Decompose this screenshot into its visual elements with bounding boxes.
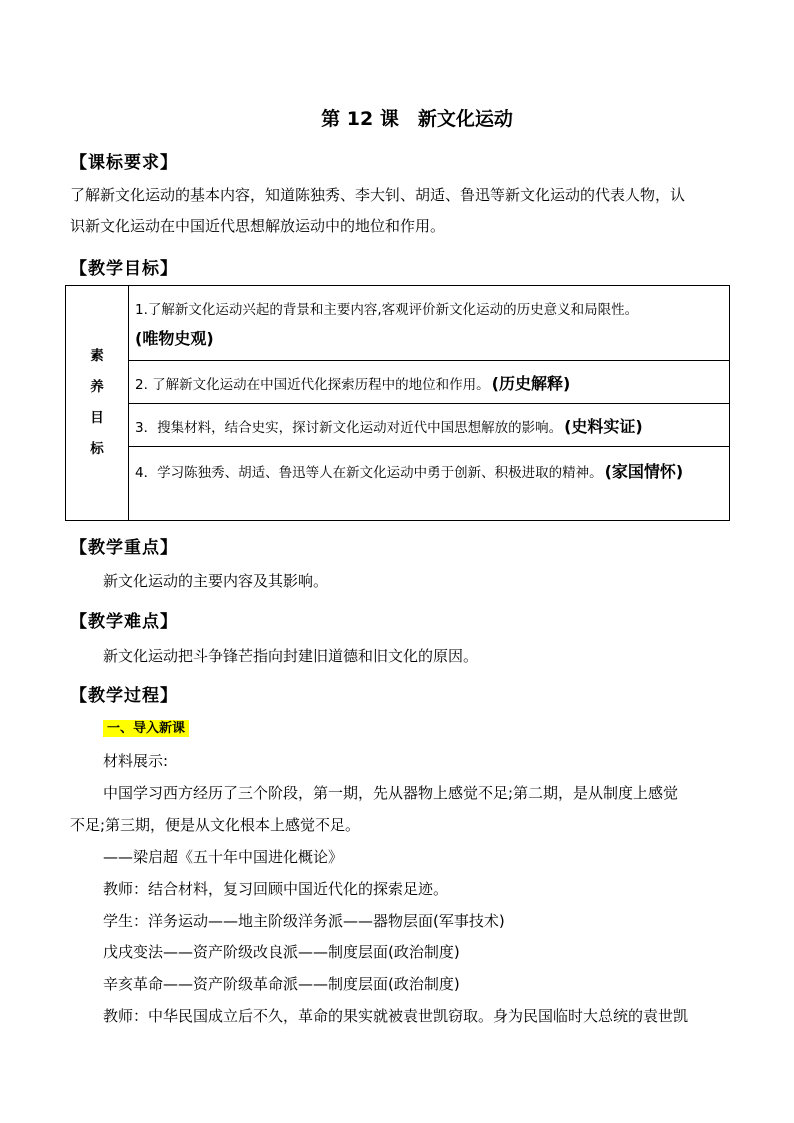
objective-cell-1 — [129, 286, 730, 361]
key-points-text: 新文化运动的主要内容及其影响。 — [103, 572, 329, 590]
label-char: 标 — [90, 441, 104, 457]
intro-label — [103, 717, 189, 736]
teacher-line-1: 教师：结合材料，复习回顾中国近代化的探索足迹。 — [103, 880, 449, 898]
label-char: 目 — [90, 410, 104, 426]
objective-text: 3．搜集材料，结合史实，探讨新文化运动对近代中国思想解放的影响。 — [135, 419, 563, 436]
label-char: 养 — [90, 379, 104, 395]
student-line: 学生：洋务运动——地主阶级洋务派——器物层面(军事技术) — [103, 912, 505, 930]
objectives-row-3 — [66, 404, 730, 447]
objective-text: 2. 了解新文化运动在中国近代化探索历程中的地位和作用。 — [135, 376, 490, 393]
teacher-line-2: 教师：中华民国成立后不久，革命的果实就被袁世凯窃取。身为民国临时大总统的袁世凯 — [103, 1007, 689, 1025]
literacy-tag: (家国情怀) — [604, 462, 684, 481]
literacy-tag: (历史解释) — [491, 373, 571, 393]
objective-text: 4．学习陈独秀、胡适、鲁迅等人在新文化运动中勇于创新、积极进取的精神。 — [135, 465, 603, 481]
objective-cell-4 — [129, 447, 730, 521]
difficulties-text: 新文化运动把斗争锋芒指向封建旧道德和旧文化的原因。 — [103, 647, 479, 665]
material-label: 材料展示: — [103, 752, 169, 770]
reform-line: 戊戌变法——资产阶级改良派——制度层面(政治制度) — [103, 943, 460, 961]
difficulties-heading: 【教学难点】 — [70, 612, 178, 632]
curriculum-text-line-1: 了解新文化运动的基本内容，知道陈独秀、李大钊、胡适、鲁迅等新文化运动的代表人物，认 — [70, 186, 686, 204]
literacy-tag: (史料实证) — [564, 416, 643, 436]
objectives-row-2 — [66, 361, 730, 404]
objectives-row-4 — [66, 447, 730, 521]
curriculum-heading: 【课标要求】 — [70, 153, 178, 173]
literacy-goals-label — [66, 286, 129, 521]
label-char: 素 — [90, 348, 104, 364]
process-heading: 【教学过程】 — [70, 686, 178, 706]
objectives-heading: 【教学目标】 — [70, 259, 178, 279]
objectives-table — [65, 285, 730, 521]
curriculum-text-line-2: 识新文化运动在中国近代思想解放运动中的地位和作用。 — [70, 217, 446, 235]
quote-source: ——梁启超《五十年中国进化概论》 — [103, 848, 344, 866]
key-points-heading: 【教学重点】 — [70, 538, 178, 558]
objective-cell-2 — [129, 361, 730, 404]
lesson-title: 第 12 课 新文化运动 — [321, 108, 513, 130]
objective-cell-3 — [129, 404, 730, 447]
objective-text: 1.了解新文化运动兴起的背景和主要内容,客观评价新文化运动的历史意义和局限性。 — [135, 301, 639, 318]
objectives-row-1 — [66, 286, 730, 361]
intro-highlight: 一、导入新课 — [103, 720, 189, 737]
literacy-tag: (唯物史观) — [135, 328, 214, 348]
quote-line-1: 中国学习西方经历了三个阶段，第一期，先从器物上感觉不足;第二期，是从制度上感觉 — [103, 784, 679, 802]
revolution-line: 辛亥革命——资产阶级革命派——制度层面(政治制度) — [103, 975, 460, 993]
quote-line-2: 不足;第三期，便是从文化根本上感觉不足。 — [70, 816, 361, 834]
